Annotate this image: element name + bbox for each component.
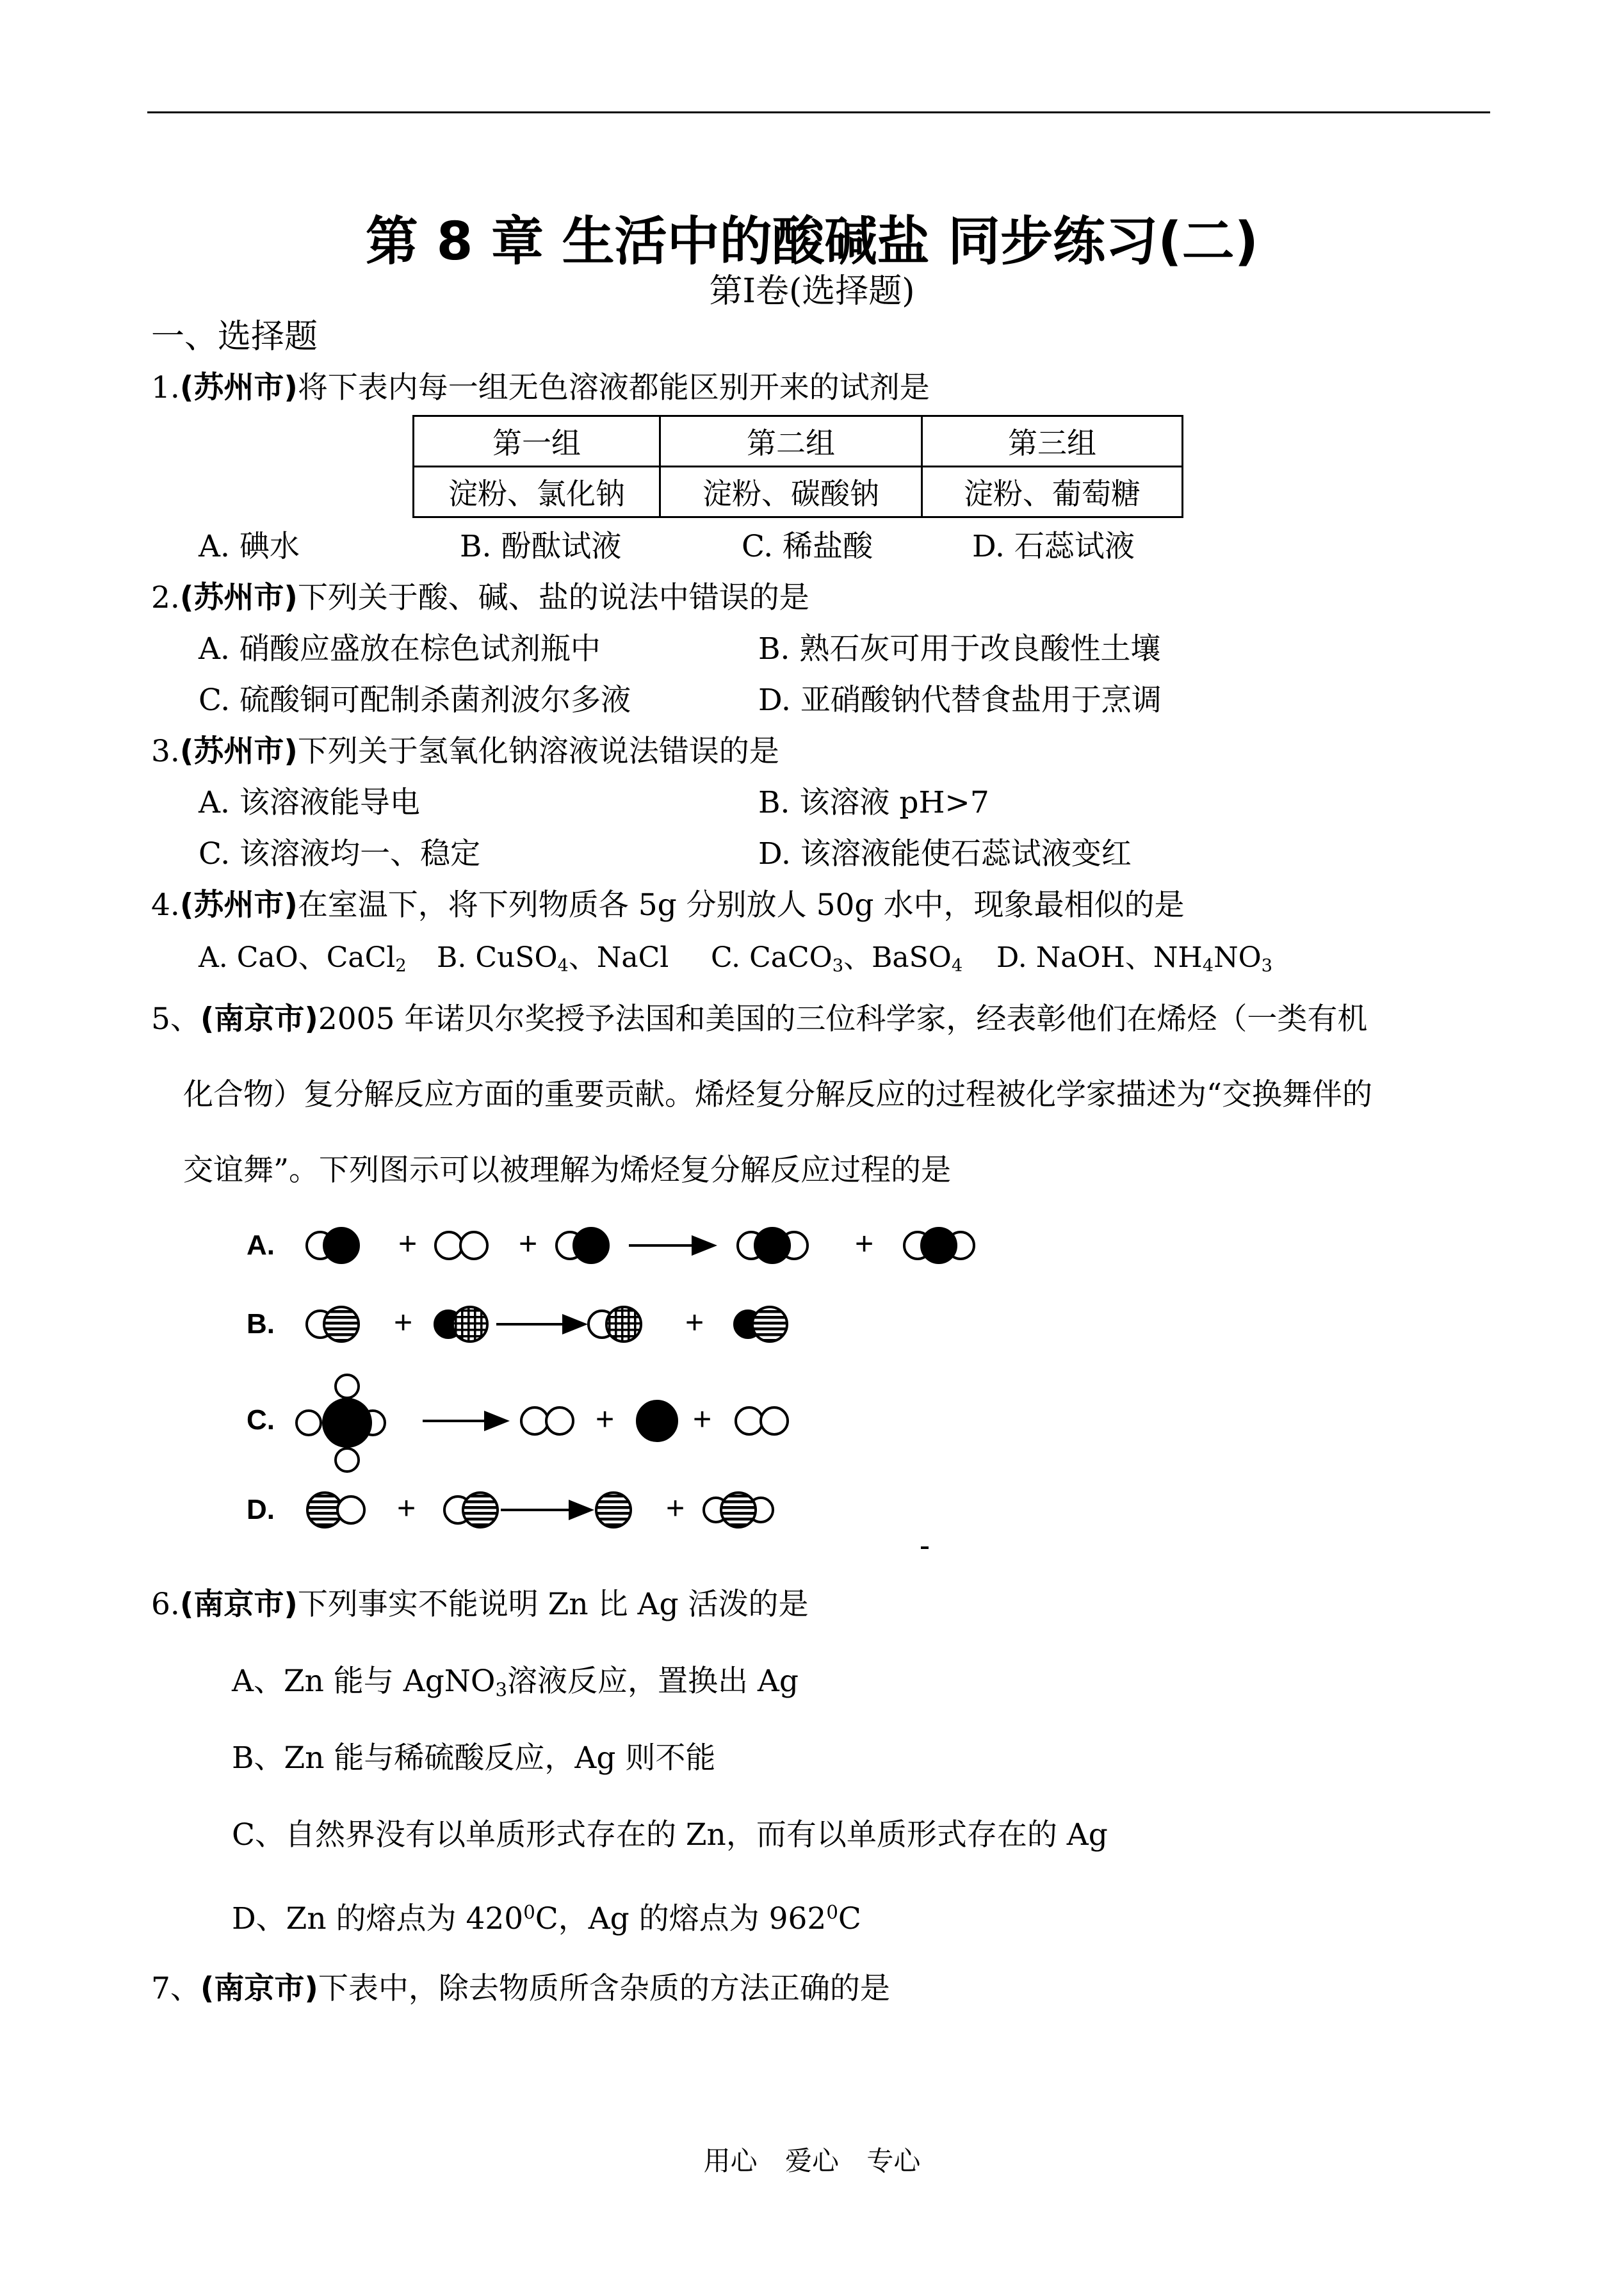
white-atom xyxy=(336,1375,359,1398)
option-c: C. 硫酸铜可配制杀菌剂波尔多液 xyxy=(199,683,631,718)
reaction-row-b xyxy=(247,1304,787,1342)
plus-sign: + xyxy=(519,1226,538,1261)
option-a: A. 硝酸应盛放在棕色试剂瓶中 xyxy=(199,631,601,667)
question-source: (苏州市) xyxy=(179,734,298,769)
grid-atom xyxy=(453,1307,487,1342)
table-cell: 淀粉、氯化钠 xyxy=(414,467,660,517)
plus-sign: + xyxy=(855,1226,874,1261)
table-cell: 淀粉、葡萄糖 xyxy=(922,467,1183,517)
plus-sign: + xyxy=(666,1490,685,1526)
striped-atom xyxy=(324,1307,359,1342)
grid-atom xyxy=(606,1307,641,1342)
question-source: (苏州市) xyxy=(179,370,298,405)
plus-sign: + xyxy=(398,1226,418,1261)
table-header-cell: 第一组 xyxy=(414,416,660,467)
table-header-cell: 第二组 xyxy=(660,416,922,467)
header-rule xyxy=(147,111,1490,113)
q4-option-d: D. NaOH、$NH_4NO_3$ xyxy=(996,941,1273,976)
page-footer: 用心 爱心 专心 xyxy=(703,2145,921,2177)
white-atom xyxy=(460,1232,487,1259)
q4-option-a: A. CaO、CaCl$_2$ xyxy=(199,941,407,976)
black-atom xyxy=(637,1401,677,1441)
option-d: D. 石蕊试液 xyxy=(972,529,1135,564)
question-source: (南京市) xyxy=(200,1971,318,2006)
black-atom xyxy=(324,1228,359,1263)
table-header-cell: 第三组 xyxy=(922,416,1183,467)
option-a: A. 碘水 xyxy=(199,529,300,564)
question-number: 1. xyxy=(151,370,180,405)
question-stem: 将下表内每一组无色溶液都能区别开来的试剂是 xyxy=(297,370,930,405)
option-c: C. 该溶液均一、稳定 xyxy=(199,836,481,872)
page-subtitle: 第Ⅰ卷(选择题) xyxy=(709,272,915,311)
question-stem: 下表中，除去物质所含杂质的方法正确的是 xyxy=(318,1971,890,2006)
striped-atom xyxy=(596,1493,631,1527)
reaction-row-d xyxy=(247,1490,773,1527)
option-c: C. 稀盐酸 xyxy=(742,529,873,564)
question-7 xyxy=(151,1970,890,2008)
black-atom xyxy=(574,1228,608,1263)
striped-atom xyxy=(463,1493,498,1527)
question-number: 4. xyxy=(151,888,180,923)
plus-sign: + xyxy=(685,1304,704,1340)
question-5 xyxy=(151,1000,1367,1039)
question-source: (苏州市) xyxy=(179,888,298,923)
question-1 xyxy=(151,369,930,407)
question-number: 2. xyxy=(151,580,180,615)
reaction-row-c xyxy=(247,1375,788,1472)
page-title: 第 8 章 生活中的酸碱盐 同步练习(二) xyxy=(365,211,1259,272)
question-stem: 下列关于酸、碱、盐的说法中错误的是 xyxy=(297,580,809,615)
question-3 xyxy=(151,733,779,771)
white-atom xyxy=(761,1407,788,1434)
white-atom xyxy=(435,1232,462,1259)
striped-atom xyxy=(721,1493,756,1527)
option-d: D. 亚硝酸钠代替食盐用于烹调 xyxy=(758,683,1162,718)
section-heading: 一、选择题 xyxy=(151,318,318,356)
white-atom xyxy=(337,1496,364,1523)
striped-atom xyxy=(752,1307,787,1342)
q6-option-a: A、Zn 能与 AgNO$_3$溶液反应，置换出 Ag xyxy=(232,1664,799,1701)
white-atom xyxy=(336,1448,359,1472)
black-atom xyxy=(323,1399,371,1447)
option-b: B. 熟石灰可用于改良酸性土壤 xyxy=(758,631,1161,667)
question-number: 7、 xyxy=(151,1971,200,2006)
question-source: (苏州市) xyxy=(179,580,298,615)
plus-sign: + xyxy=(693,1401,712,1437)
white-atom xyxy=(521,1407,548,1434)
q1-table xyxy=(412,415,1183,518)
row-label-c: C. xyxy=(247,1404,275,1436)
plus-sign: + xyxy=(397,1490,416,1526)
row-label-b: B. xyxy=(247,1308,275,1340)
black-atom xyxy=(755,1228,790,1263)
row-label-a: A. xyxy=(247,1229,275,1261)
white-atom xyxy=(296,1411,321,1435)
question-5-line-3: 交谊舞”。下列图示可以被理解为烯烃复分解反应过程的是 xyxy=(183,1153,952,1188)
q6-option-d: D、Zn 的熔点为 $420^0C$，Ag 的熔点为 $962^0C$ xyxy=(232,1901,861,1937)
white-atom xyxy=(546,1407,573,1434)
reaction-row-a xyxy=(247,1226,974,1263)
option-b: B. 酚酞试液 xyxy=(460,529,622,564)
q6-option-b: B、Zn 能与稀硫酸反应，Ag 则不能 xyxy=(232,1740,716,1776)
q6-option-c: C、自然界没有以单质形式存在的 Zn，而有以单质形式存在的 Ag xyxy=(232,1817,1108,1853)
question-stem: 下列事实不能说明 Zn 比 Ag 活泼的是 xyxy=(297,1587,809,1622)
option-b: B. 该溶液 pH>7 xyxy=(758,785,989,820)
plus-sign: + xyxy=(596,1401,615,1437)
question-number: 5、 xyxy=(151,1002,200,1037)
question-number: 6. xyxy=(151,1587,180,1622)
question-2 xyxy=(151,579,809,617)
stray-mark xyxy=(921,1546,929,1549)
q4-option-b: B. CuSO$_4$、NaCl xyxy=(437,941,669,976)
question-stem: 在室温下，将下列物质各 5g 分别放人 50g 水中，现象最相似的是 xyxy=(297,888,1185,923)
question-stem: 2005 年诺贝尔奖授予法国和美国的三位科学家，经表彰他们在烯烃（一类有机 xyxy=(318,1002,1368,1037)
reaction-diagram xyxy=(237,1201,1005,1572)
question-source: (南京市) xyxy=(200,1002,318,1037)
q4-option-c: C. CaCO$_3$、BaSO$_4$ xyxy=(711,941,963,976)
table-cell: 淀粉、碳酸钠 xyxy=(660,467,922,517)
question-number: 3. xyxy=(151,734,180,769)
white-atom xyxy=(736,1407,763,1434)
option-a: A. 该溶液能导电 xyxy=(199,785,420,820)
question-stem: 下列关于氢氧化钠溶液说法错误的是 xyxy=(297,734,779,769)
plus-sign: + xyxy=(394,1304,413,1340)
question-source: (南京市) xyxy=(179,1587,298,1622)
question-6 xyxy=(151,1585,809,1624)
question-5-line-2: 化合物）复分解反应方面的重要贡献。烯烃复分解反应的过程被化学家描述为“交换舞伴的 xyxy=(183,1077,1373,1112)
black-atom xyxy=(922,1228,956,1263)
row-label-d: D. xyxy=(247,1494,275,1525)
question-4 xyxy=(151,886,1184,925)
option-d: D. 该溶液能使石蕊试液变红 xyxy=(758,836,1132,872)
